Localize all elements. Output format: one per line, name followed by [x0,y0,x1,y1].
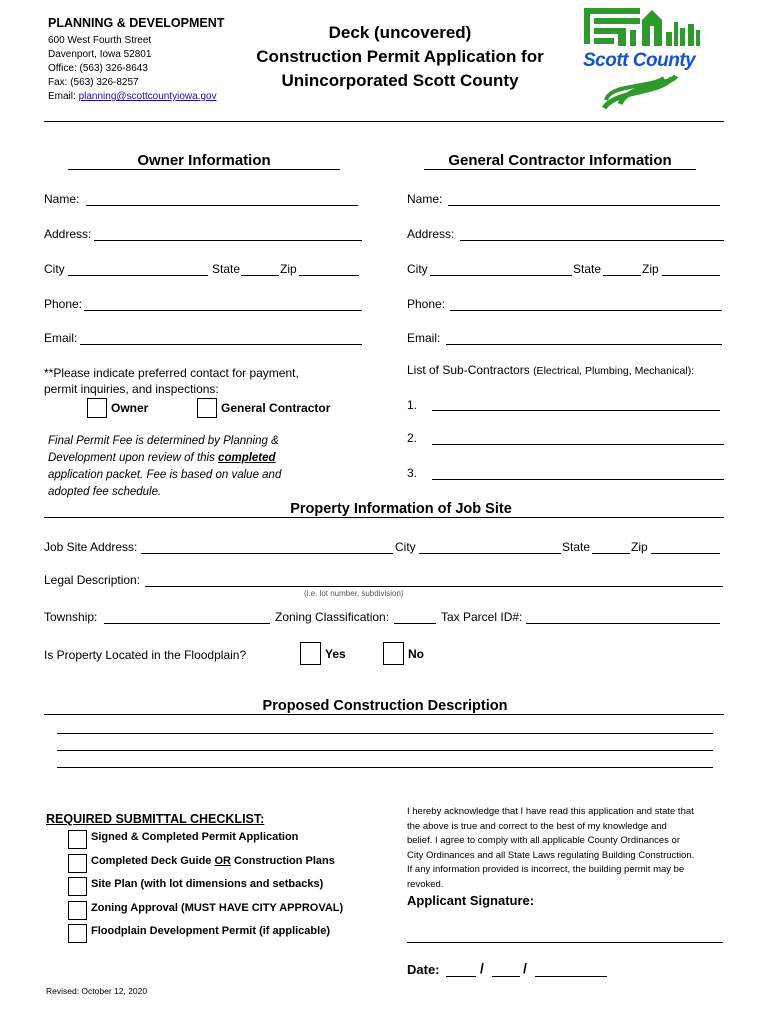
contact-contractor-checkbox[interactable] [197,398,217,418]
fee-note-line-2-text: Development upon review of this [48,452,219,464]
scott-county-logo [580,4,720,112]
subcontractor-3-label: 3. [407,466,418,480]
fee-note-line-2 [48,450,348,467]
fee-note-line-4: adopted fee schedule. [48,486,162,498]
date-separator-1: / [480,960,484,976]
checklist-item-2-checkbox[interactable] [68,854,87,873]
contact-note-line-2: permit inquiries, and inspections: [44,382,219,396]
job-site-label: Job Site Address: [44,540,138,554]
job-site-state-field[interactable] [592,553,630,554]
subcontractor-2-field[interactable] [432,444,724,445]
signature-field[interactable] [407,942,723,943]
floodplain-yes-checkbox[interactable] [300,642,321,665]
signature-label: Applicant Signature: [407,893,535,908]
owner-email-label: Email: [44,331,78,345]
contractor-state-label: State [573,262,602,276]
header-divider [44,121,724,122]
floodplain-yes-label: Yes [325,647,346,661]
acknowledgement-text [407,805,737,892]
owner-zip-field[interactable] [299,275,359,276]
form-title-line-3: Unincorporated Scott County [281,71,519,90]
owner-zip-label: Zip [280,262,297,276]
contractor-address-field[interactable] [460,240,724,241]
checklist-item-5-checkbox[interactable] [68,924,87,943]
subcontractors-types: (Electrical, Plumbing, Mechanical): [533,365,695,377]
fax-line: Fax: (563) 326-8257 [48,77,139,88]
subcontractor-1-label: 1. [407,398,418,412]
construction-line-2[interactable] [57,750,713,751]
legal-description-label: Legal Description: [44,573,141,587]
floodplain-no-label: No [408,647,424,661]
tax-parcel-label: Tax Parcel ID#: [441,610,523,624]
checklist-item-3-checkbox[interactable] [68,877,87,896]
logo-text: Scott County [583,50,696,71]
revised-date: Revised: October 12, 2020 [46,986,148,996]
construction-line-3[interactable] [57,767,713,768]
subcontractor-2-label: 2. [407,431,418,445]
date-label: Date: [407,962,440,977]
property-heading-rule [44,517,724,518]
subcontractors-label-text: List of Sub-Contractors [407,363,534,377]
contractor-email-label: Email: [407,331,441,345]
contractor-zip-label: Zip [642,262,659,276]
owner-phone-label: Phone: [44,297,83,311]
contractor-name-field[interactable] [448,205,720,206]
contact-owner-label: Owner [111,401,149,415]
contractor-phone-label: Phone: [407,297,446,311]
checklist-item-2-label [91,855,335,867]
ack-line-6: revoked. [407,878,444,890]
owner-state-field[interactable] [241,275,279,276]
checklist-item-1-label: Signed & Completed Permit Application [91,831,299,843]
owner-phone-field[interactable] [84,310,362,311]
address-line-1: 600 West Fourth Street [48,35,152,46]
owner-email-field[interactable] [80,344,362,345]
job-site-zip-label: Zip [631,540,648,554]
fee-note [48,433,348,501]
checklist-item-5-label: Floodplain Development Permit (if applicable) [91,925,330,937]
job-site-city-label: City [395,540,416,554]
contractor-heading-underline [424,169,696,170]
owner-name-field[interactable] [86,205,358,206]
tax-parcel-field[interactable] [526,623,720,624]
zoning-field[interactable] [394,623,436,624]
checklist-item-3-label: Site Plan (with lot dimensions and setbacks) [91,878,324,890]
checklist-item-4-label: Zoning Approval (MUST HAVE CITY APPROVAL) [91,902,344,914]
address-line-2: Davenport, Iowa 52801 [48,49,152,60]
legal-description-field[interactable] [145,586,723,587]
property-heading: Property Information of Job Site [270,501,532,517]
legal-description-hint: (i.e. lot number, subdivision) [304,589,404,598]
contractor-phone-field[interactable] [450,310,722,311]
date-month-field[interactable] [446,976,476,977]
owner-name-label: Name: [44,192,80,206]
checklist-item-2-part-a: Completed Deck Guide [91,855,215,867]
contractor-state-field[interactable] [603,275,641,276]
ack-line-4: City Ordinances and all State Laws regulating Building Construction. [407,849,695,861]
construction-heading-rule [44,714,724,715]
department-name: PLANNING & DEVELOPMENT [48,16,225,30]
fee-note-line-1: Final Permit Fee is determined by Planning & [48,435,279,447]
ack-line-3: belief. I agree to comply with all applicable County Ordinances or [407,835,681,846]
subcontractors-label [407,363,694,377]
fee-note-line-3: application packet. Fee is based on value and [48,469,282,481]
ack-line-2: the above is true and correct to the best of my knowledge and [407,820,667,832]
construction-heading: Proposed Construction Description [253,698,517,714]
job-site-field[interactable] [141,553,393,554]
township-label: Township: [44,610,98,624]
contractor-address-label: Address: [407,227,455,241]
date-year-field[interactable] [535,976,607,977]
checklist-item-2-part-b: Construction Plans [230,855,335,867]
zoning-label: Zoning Classification: [275,610,390,624]
contractor-city-label: City [407,262,428,276]
checklist-item-1-checkbox[interactable] [68,830,87,849]
contractor-zip-field[interactable] [662,275,720,276]
email-link[interactable]: planning@scottcountyiowa.gov [78,91,217,102]
contractor-email-field[interactable] [446,344,722,345]
ack-line-5: If any information provided is incorrect, the building permit may be [407,864,685,875]
fee-note-completed: completed [218,452,276,464]
construction-line-1[interactable] [57,733,713,734]
email-label: Email: [48,91,79,102]
owner-city-field[interactable] [68,275,208,276]
contact-owner-checkbox[interactable] [87,398,107,418]
checklist-heading: REQUIRED SUBMITTAL CHECKLIST: [46,812,265,826]
contact-contractor-label: General Contractor [221,401,331,415]
owner-state-label: State [212,262,241,276]
contractor-city-field[interactable] [430,275,572,276]
owner-city-label: City [44,262,65,276]
owner-address-label: Address: [44,227,92,241]
floodplain-no-checkbox[interactable] [383,642,404,665]
form-title-line-1: Deck (uncovered) [328,23,472,42]
phone-line: Office: (563) 326-8643 [48,63,148,74]
contractor-heading: General Contractor Information [448,152,672,169]
job-site-city-field[interactable] [419,553,561,554]
job-site-zip-field[interactable] [651,553,720,554]
township-field[interactable] [104,623,270,624]
job-site-state-label: State [562,540,591,554]
ack-line-1: I hereby acknowledge that I have read this application and state that [407,806,694,817]
checklist-item-2-or: OR [214,855,231,867]
owner-address-field[interactable] [94,240,362,241]
contact-note-line-1: **Please indicate preferred contact for payment, [44,366,299,380]
subcontractor-3-field[interactable] [432,479,724,480]
date-day-field[interactable] [492,976,520,977]
email-line [48,90,217,104]
checklist-item-4-checkbox[interactable] [68,901,87,920]
form-title-line-2: Construction Permit Application for [256,47,544,66]
contractor-name-label: Name: [407,192,443,206]
owner-heading: Owner Information [137,152,271,169]
subcontractor-1-field[interactable] [432,410,720,411]
owner-heading-underline [68,169,340,170]
date-separator-2: / [523,960,527,976]
floodplain-question: Is Property Located in the Floodplain? [44,648,247,662]
